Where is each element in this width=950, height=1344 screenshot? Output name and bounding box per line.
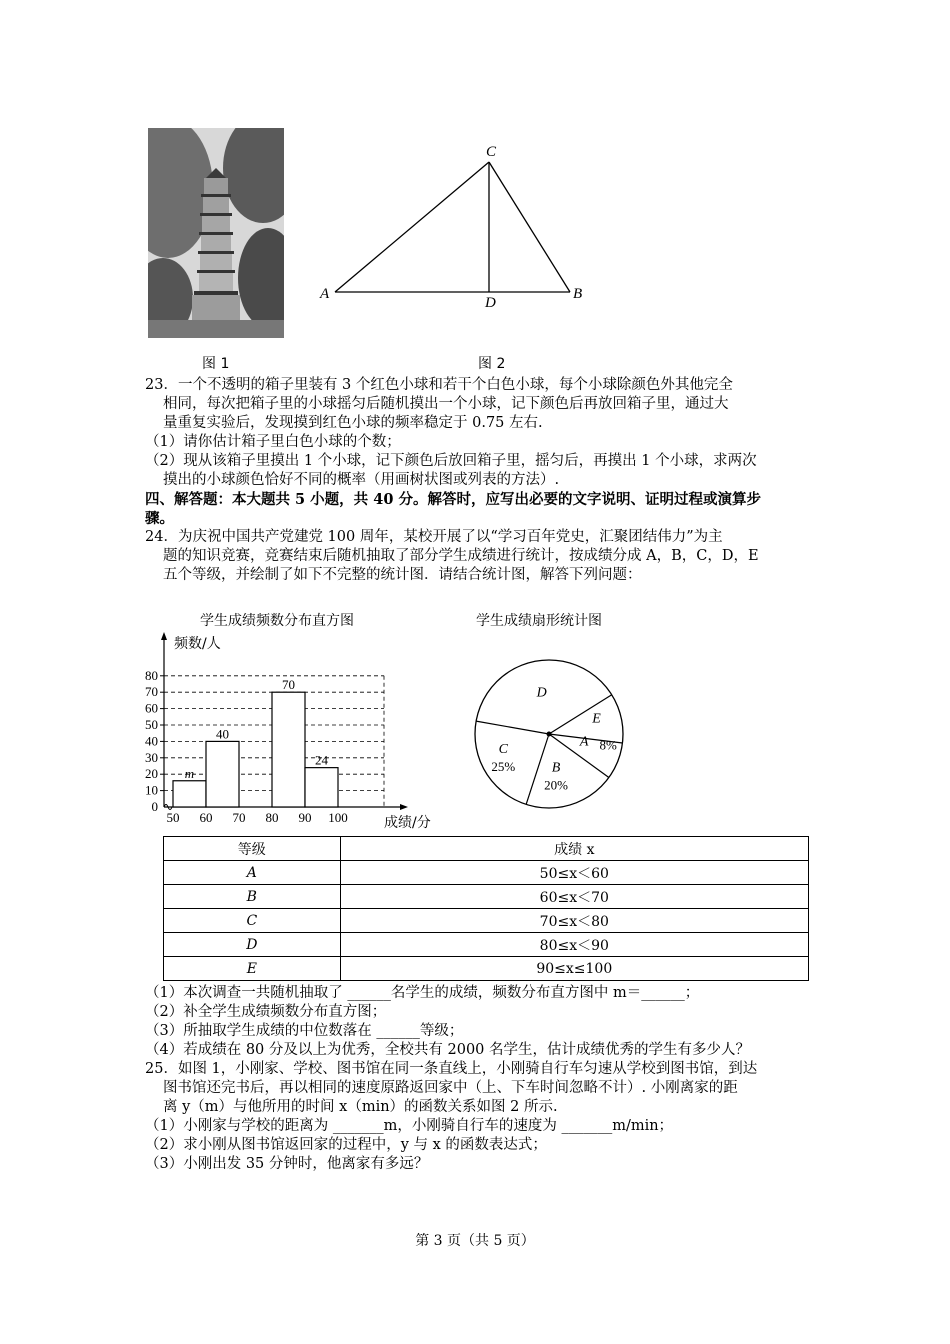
pagoda-image bbox=[148, 128, 284, 338]
y-tick-label: 40 bbox=[145, 733, 158, 749]
pagoda-photo bbox=[148, 128, 284, 338]
histogram-bar bbox=[206, 741, 239, 807]
table-row bbox=[164, 909, 809, 933]
pie-slice-label: A bbox=[579, 734, 589, 750]
x-axis-arrow bbox=[400, 804, 408, 810]
frequency-histogram bbox=[140, 630, 460, 835]
y-axis-title: 频数/人 bbox=[174, 636, 221, 652]
y-tick-label: 80 bbox=[145, 667, 158, 683]
score-range-cell: 90≤x≤100 bbox=[340, 957, 808, 981]
section-4-heading: 四、解答题：本大题共 5 小题，共 40 分。解答时，应写出必要的文字说明、证明过程或演算步 bbox=[145, 491, 761, 508]
pie-slice-percent: 25% bbox=[491, 758, 516, 774]
sector-chart bbox=[470, 652, 635, 817]
histogram-bar bbox=[173, 781, 206, 807]
pie-slice-percent: 8% bbox=[599, 737, 617, 753]
q23-line-1: 23．一个不透明的箱子里装有 3 个红色小球和若干个白色小球，每个小球除颜色外其他完全 bbox=[145, 377, 733, 393]
pie-slice-percent: 20% bbox=[544, 777, 568, 793]
table-row bbox=[164, 933, 809, 957]
q23-sub-2-line-2: 摸出的小球颜色恰好不同的概率（用画树状图或列表的方法）. bbox=[163, 472, 560, 488]
triangle-figure bbox=[310, 140, 600, 315]
score-range-cell: 70≤x＜80 bbox=[340, 909, 808, 933]
grade-table-header-row bbox=[164, 837, 809, 861]
grade-cell: B bbox=[164, 885, 341, 909]
x-tick-label: 80 bbox=[265, 810, 279, 825]
grade-table bbox=[163, 836, 809, 981]
y-tick-label: 60 bbox=[145, 700, 158, 716]
y-tick-label: 20 bbox=[145, 766, 158, 782]
bar-value-label: m bbox=[184, 765, 195, 781]
label-a: A bbox=[320, 286, 330, 302]
q25-line-3: 离 y（m）与他所用的时间 x（min）的函数关系如图 2 所示. bbox=[163, 1099, 558, 1115]
grade-cell: D bbox=[164, 933, 341, 957]
table-row bbox=[164, 957, 809, 981]
y-tick-label: 30 bbox=[145, 749, 158, 765]
q24-sub-2: （2）补全学生成绩频数分布直方图； bbox=[145, 1004, 387, 1020]
label-d: D bbox=[485, 295, 496, 311]
x-tick-label: 50 bbox=[166, 810, 180, 825]
q23-line-3: 量重复实验后，发现摸到红色小球的频率稳定于 0.75 左右. bbox=[163, 415, 543, 431]
header-grade: 等级 bbox=[164, 837, 341, 861]
pie-slice-label: C bbox=[498, 741, 509, 757]
pie-slice-label: E bbox=[592, 711, 601, 727]
x-tick-label: 60 bbox=[199, 810, 213, 825]
grade-cell: A bbox=[164, 861, 341, 885]
table-row bbox=[164, 861, 809, 885]
side-cb bbox=[489, 162, 570, 292]
histogram-title: 学生成绩频数分布直方图 bbox=[200, 613, 354, 629]
score-range-cell: 60≤x＜70 bbox=[340, 885, 808, 909]
y-tick-label: 50 bbox=[145, 717, 158, 732]
q25-line-1: 25．如图 1，小刚家、学校、图书馆在同一条直线上，小刚骑自行车匀速从学校到图书馆，到达 bbox=[145, 1061, 758, 1077]
q24-line-1: 24．为庆祝中国共产党建党 100 周年，某校开展了以“学习百年党史，汇聚团结伟力”为主 bbox=[145, 529, 723, 545]
q24-line-3: 五个等级，并绘制了如下不完整的统计图．请结合统计图，解答下列问题： bbox=[163, 567, 642, 583]
bar-value-label: 70 bbox=[282, 677, 295, 693]
q23-line-2: 相同，每次把箱子里的小球摇匀后随机摸出一个小球，记下颜色后再放回箱子里，通过大 bbox=[163, 396, 729, 412]
grade-cell: C bbox=[164, 909, 341, 933]
q24-sub-1: （1）本次调查一共随机抽取了 ______名学生的成绩，频数分布直方图中 m＝______； bbox=[145, 985, 700, 1001]
pie-slice-label: D bbox=[536, 685, 547, 701]
score-range-cell: 80≤x＜90 bbox=[340, 933, 808, 957]
fig1-caption: 图 1 bbox=[202, 356, 230, 372]
side-ac bbox=[335, 162, 489, 292]
x-tick-label: 100 bbox=[328, 810, 348, 825]
fig2-caption: 图 2 bbox=[478, 356, 506, 372]
section-4-heading-cont: 骤。 bbox=[145, 510, 174, 527]
score-range-cell: 50≤x＜60 bbox=[340, 861, 808, 885]
q24-sub-3: （3）所抽取学生成绩的中位数落在 ______等级； bbox=[145, 1023, 464, 1039]
q24-line-2: 题的知识竞赛，竞赛结束后随机抽取了部分学生成绩进行统计，按成绩分成 A，B，C，D，E bbox=[163, 548, 759, 564]
pie-slice-label: B bbox=[551, 760, 561, 776]
pie-chart-title: 学生成绩扇形统计图 bbox=[476, 613, 602, 629]
q25-line-2: 图书馆还完书后，再以相同的速度原路返回家中（上、下车时间忽略不计）. 小刚离家的距 bbox=[163, 1080, 738, 1096]
histogram-bar bbox=[272, 692, 305, 807]
y-tick-label: 70 bbox=[145, 684, 158, 700]
q25-sub-1: （1）小刚家与学校的距离为 _______m，小刚骑自行车的速度为 _______m/min； bbox=[145, 1118, 674, 1134]
q23-sub-2-line-1: （2）现从该箱子里摸出 1 个小球，记下颜色后放回箱子里，摇匀后，再摸出 1 个小球，求两次 bbox=[145, 453, 757, 469]
header-score: 成绩 x bbox=[340, 837, 808, 861]
y-axis-arrow bbox=[161, 632, 167, 640]
y-tick-label: 0 bbox=[151, 799, 158, 814]
q25-sub-2: （2）求小刚从图书馆返回家的过程中，y 与 x 的函数表达式； bbox=[145, 1137, 547, 1153]
bar-value-label: 24 bbox=[315, 752, 328, 768]
x-tick-label: 90 bbox=[298, 810, 312, 825]
page-footer: 第 3 页（共 5 页） bbox=[415, 1233, 535, 1249]
grade-cell: E bbox=[164, 957, 341, 981]
table-row bbox=[164, 885, 809, 909]
label-b: B bbox=[573, 286, 583, 302]
pie-center-dot bbox=[547, 732, 552, 737]
bar-value-label: 40 bbox=[216, 726, 229, 742]
q24-sub-4: （4）若成绩在 80 分及以上为优秀，全校共有 2000 名学生，估计成绩优秀的学生有多少人？ bbox=[145, 1042, 751, 1058]
label-c: C bbox=[486, 144, 497, 160]
x-tick-label: 70 bbox=[232, 810, 246, 825]
histogram-bar bbox=[305, 768, 338, 807]
y-tick-label: 10 bbox=[145, 782, 158, 798]
q25-sub-3: （3）小刚出发 35 分钟时，他离家有多远？ bbox=[145, 1156, 429, 1172]
x-axis-title: 成绩/分 bbox=[384, 815, 431, 831]
q23-sub-1: （1）请你估计箱子里白色小球的个数； bbox=[145, 434, 401, 450]
